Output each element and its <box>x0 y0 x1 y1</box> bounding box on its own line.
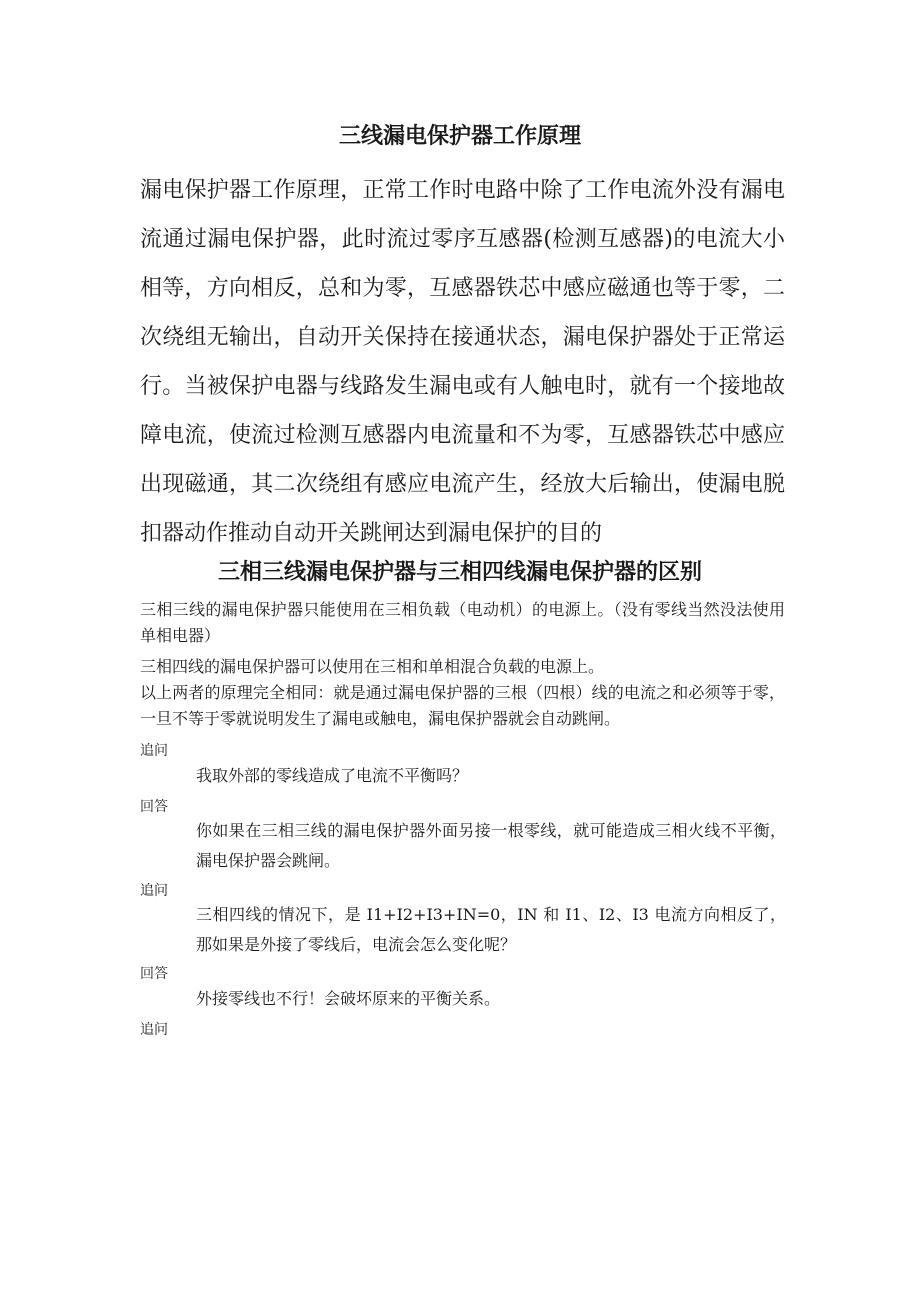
paragraph-three-wire: 三相三线的漏电保护器只能使用在三相负载（电动机）的电源上。（没有零线当然没法使用单相电器） <box>140 600 785 645</box>
qa-label: 回答 <box>140 966 168 982</box>
qa-label: 回答 <box>140 799 168 815</box>
paragraph-four-wire: 三相四线的漏电保护器可以使用在三相和单相混合负载的电源上。 <box>140 657 605 676</box>
qa-label: 追问 <box>140 743 168 759</box>
intro-paragraph: 漏电保护器工作原理，正常工作时电路中除了工作电流外没有漏电流通过漏电保护器，此时流过零序互感器(检测互感器)的电流大小相等，方向相反，总和为零，互感器铁芯中感应磁通也等于零，二次绕组无输出，自动开关保持在接通状态，漏电保护器处于正常运行。当被保护电器与线路发生漏电或有人触电时，就有一个接地故障电流，使流过检测互感器内电流量和不为零，互感器铁芯中感应出现磁通，其二次绕组有感应电流产生，经放大后输出，使漏电脱扣器动作推动自动开关跳闸达到漏电保护的目的 <box>140 178 785 546</box>
section-title: 三相三线漏电保护器与三相四线漏电保护器的区别 <box>217 560 702 585</box>
qa-label: 追问 <box>140 1022 168 1038</box>
qa-text: 我取外部的零线造成了电流不平衡吗？ <box>196 766 469 785</box>
qa-label: 追问 <box>140 883 168 899</box>
document-title: 三线漏电保护器工作原理 <box>338 124 581 149</box>
qa-text: 外接零线也不行！会破坏原来的平衡关系。 <box>196 989 501 1008</box>
paragraph-principle: 以上两者的原理完全相同：就是通过漏电保护器的三根（四根）线的电流之和必须等于零，一旦不等于零就说明发生了漏电或触电，漏电保护器就会自动跳闸。 <box>140 683 785 728</box>
qa-text: 你如果在三相三线的漏电保护器外面另接一根零线，就可能造成三相火线不平衡，漏电保护器会跳闸。 <box>196 821 786 870</box>
qa-text: 三相四线的情况下，是 I1+I2+I3+IN=0，IN 和 I1、I2、I3 电流方向相反了，那如果是外接了零线后，电流会怎么变化呢？ <box>196 905 786 954</box>
